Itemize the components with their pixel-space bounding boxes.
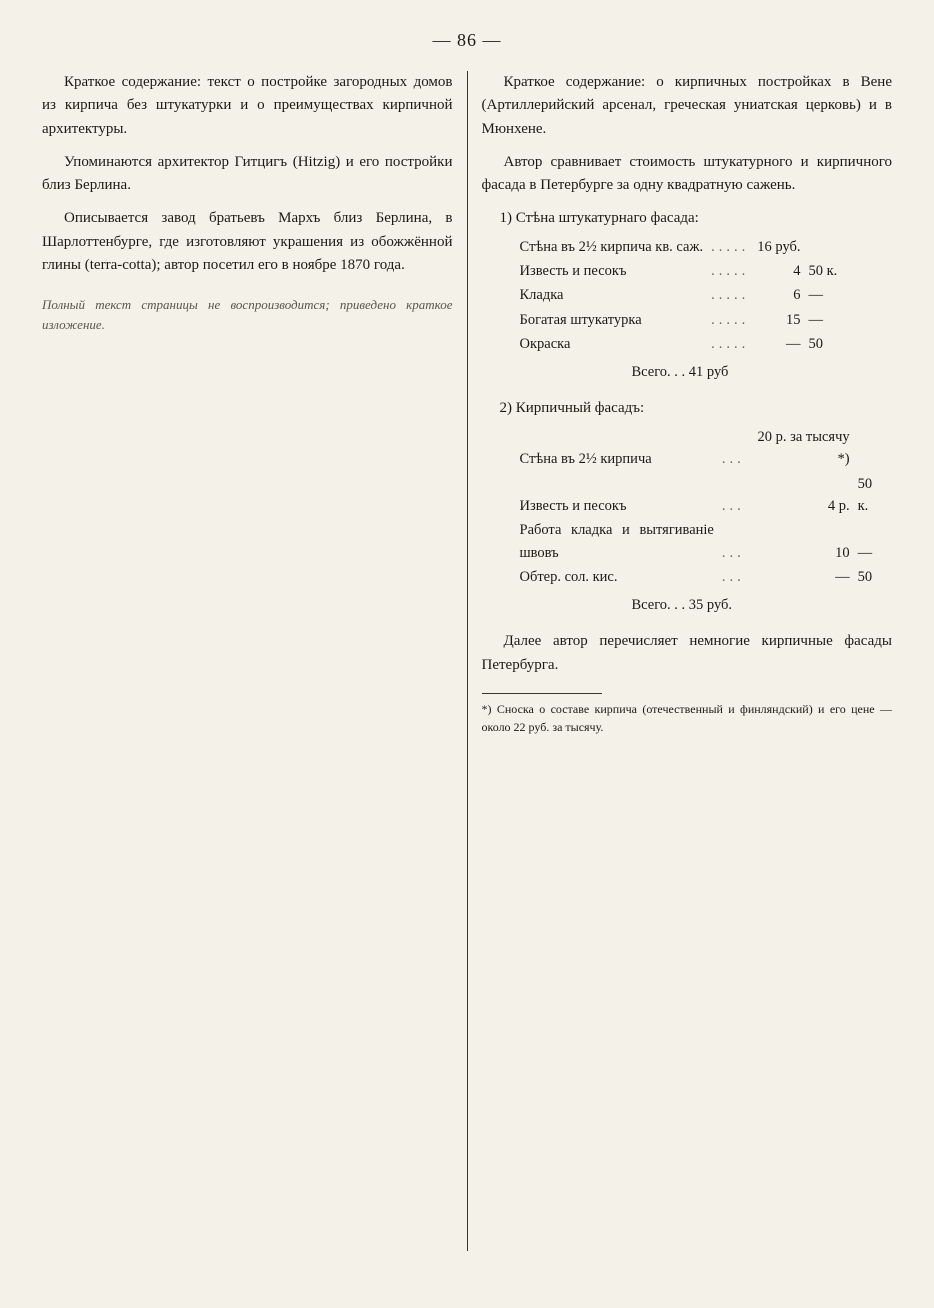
right-summary-2: Автор сравнивает стоимость штукатурного и кирпичного фасада в Петербурге за одну квадратную сажень.	[481, 153, 892, 193]
table1-total: Всего. . . 41 руб	[631, 363, 729, 380]
page-number: — 86 —	[432, 30, 502, 50]
left-summary-1: Краткое содержание: текст о постройке загородных домов из кирпича без штукатурки и о преимуществах кирпичной архитектуры.	[42, 74, 453, 137]
table-row: Обтер. сол. кис. ... — 50	[519, 569, 873, 586]
right-column	[468, 71, 907, 1251]
cost-table-plaster	[520, 235, 846, 357]
table-row: Окраска ..... — 50	[519, 336, 824, 353]
table-row: Кладка ..... 6 —	[519, 287, 824, 304]
left-summary-2: Упоминаются архитектор Гитцигъ (Hitzig) и его постройки близ Берлина.	[42, 153, 453, 193]
omission-note: Полный текст страницы не воспроизводится; приведено краткое изложение.	[42, 297, 453, 333]
table2-total: Всего. . . 35 руб.	[631, 596, 733, 613]
table-row: Стѣна въ 2½ кирпича кв. саж. ..... 16 руб.	[519, 238, 801, 255]
right-summary-1: Краткое содержание: о кирпичных постройках в Вене (Артиллерийский арсенал, греческая униатская церковь) и в Мюнхене.	[481, 74, 892, 137]
table-row: Известь и песокъ ... 4 р. 50 к.	[519, 475, 873, 514]
cost-table-brick	[520, 425, 893, 590]
two-column-body	[28, 71, 906, 1251]
table-row: Богатая штукатурка ..... 15 —	[519, 311, 824, 328]
table-row: Известь и песокъ ..... 4 50 к.	[519, 262, 838, 279]
table1-title: 1) Стѣна штукатурнаго фасада:	[499, 210, 699, 227]
left-column	[28, 71, 468, 1251]
footnote-rule	[482, 693, 602, 694]
left-summary-3: Описывается завод братьевъ Мархъ близ Берлина, в Шарлоттенбурге, где изготовляют украшения из обожжённой глины (terra-cotta); автор посетил его в ноябре 1870 года.	[42, 210, 453, 273]
right-after: Далее автор перечисляет немногие кирпичные фасады Петербурга.	[481, 633, 892, 673]
footnote: *) Сноска о составе кирпича (отечественный и финляндский) и его цене — около 22 руб. за тысячу.	[481, 701, 892, 735]
table-row: Стѣна въ 2½ кирпича ... 20 р. за тысячу *)	[519, 428, 850, 468]
table-row: Работа кладка и вытягиваніе швовъ ... 10 —	[519, 522, 873, 561]
table2-title: 2) Кирпичный фасадъ:	[499, 400, 645, 417]
